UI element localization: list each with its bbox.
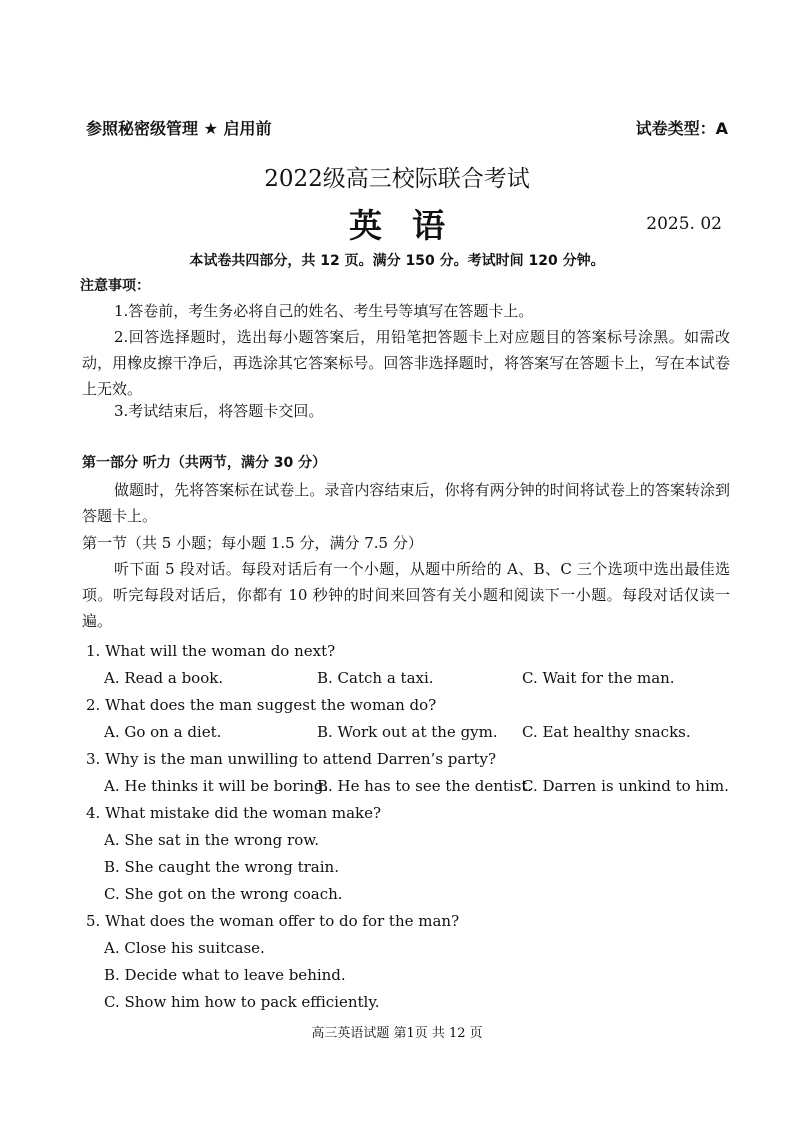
section1-heading: 第一节（共 5 小题；每小题 1.5 分，满分 7.5 分） — [82, 534, 423, 552]
subject-title: 英语 — [349, 206, 475, 245]
question-4-option-c: C. She got on the wrong coach. — [104, 885, 343, 903]
question-5-option-a: A. Close his suitcase. — [104, 939, 265, 957]
question-2-stem: 2. What does the man suggest the woman do? — [86, 696, 437, 714]
question-2-option-c: C. Eat healthy snacks. — [522, 723, 691, 741]
paper-type-label: 试卷类型：A — [635, 119, 728, 138]
question-4-stem: 4. What mistake did the woman make? — [86, 804, 382, 822]
question-3-option-c: C. Darren is unkind to him. — [522, 777, 729, 795]
note-item-1: 1.答卷前，考生务必将自己的姓名、考生号等填写在答题卡上。 — [114, 302, 534, 320]
section1-intro: 听下面 5 段对话。每段对话后有一个小题，从题中所给的 A、B、C 三个选项中选出最佳选项。听完每段对话后，你都有 10 秒钟的时间来回答有关小题和阅读下一小题。每段对话仅读一遍。 — [82, 560, 730, 630]
question-3-option-b: B. He has to see the dentist. — [317, 777, 533, 795]
question-1-option-b: B. Catch a taxi. — [317, 669, 434, 687]
note-item-3: 3.考试结束后，将答题卡交回。 — [114, 402, 324, 420]
question-1-option-c: C. Wait for the man. — [522, 669, 675, 687]
question-2-option-a: A. Go on a diet. — [104, 723, 222, 741]
question-5-option-b: B. Decide what to leave behind. — [104, 966, 346, 984]
question-1-option-a: A. Read a book. — [104, 669, 224, 687]
exam-date: 2025. 02 — [646, 214, 722, 234]
part1-intro: 做题时，先将答案标在试卷上。录音内容结束后，你将有两分钟的时间将试卷上的答案转涂到答题卡上。 — [82, 481, 730, 525]
exam-info: 本试卷共四部分，共 12 页。满分 150 分。考试时间 120 分钟。 — [189, 253, 605, 269]
page-footer: 高三英语试题 第1页 共 12 页 — [311, 1026, 483, 1041]
question-4-option-a: A. She sat in the wrong row. — [104, 831, 320, 849]
question-1-stem: 1. What will the woman do next? — [86, 642, 336, 660]
question-5-option-c: C. Show him how to pack efficiently. — [104, 993, 380, 1011]
question-2-option-b: B. Work out at the gym. — [317, 723, 498, 741]
part1-heading: 第一部分 听力（共两节，满分 30 分） — [82, 455, 327, 471]
exam-title: 2022级高三校际联合考试 — [264, 166, 530, 192]
confidential-label: 参照秘密级管理 ★ 启用前 — [86, 119, 272, 138]
note-item-2: 2.回答选择题时，选出每小题答案后，用铅笔把答题卡上对应题目的答案标号涂黑。如需改动，用橡皮擦干净后，再选涂其它答案标号。回答非选择题时，将答案写在答题卡上，写在本试卷上无效。 — [82, 328, 730, 398]
question-3-stem: 3. Why is the man unwilling to attend Darren’s party? — [86, 750, 497, 768]
question-5-stem: 5. What does the woman offer to do for the man? — [86, 912, 460, 930]
question-3-option-a: A. He thinks it will be boring. — [104, 777, 329, 795]
question-4-option-b: B. She caught the wrong train. — [104, 858, 339, 876]
notes-heading: 注意事项： — [80, 278, 150, 294]
